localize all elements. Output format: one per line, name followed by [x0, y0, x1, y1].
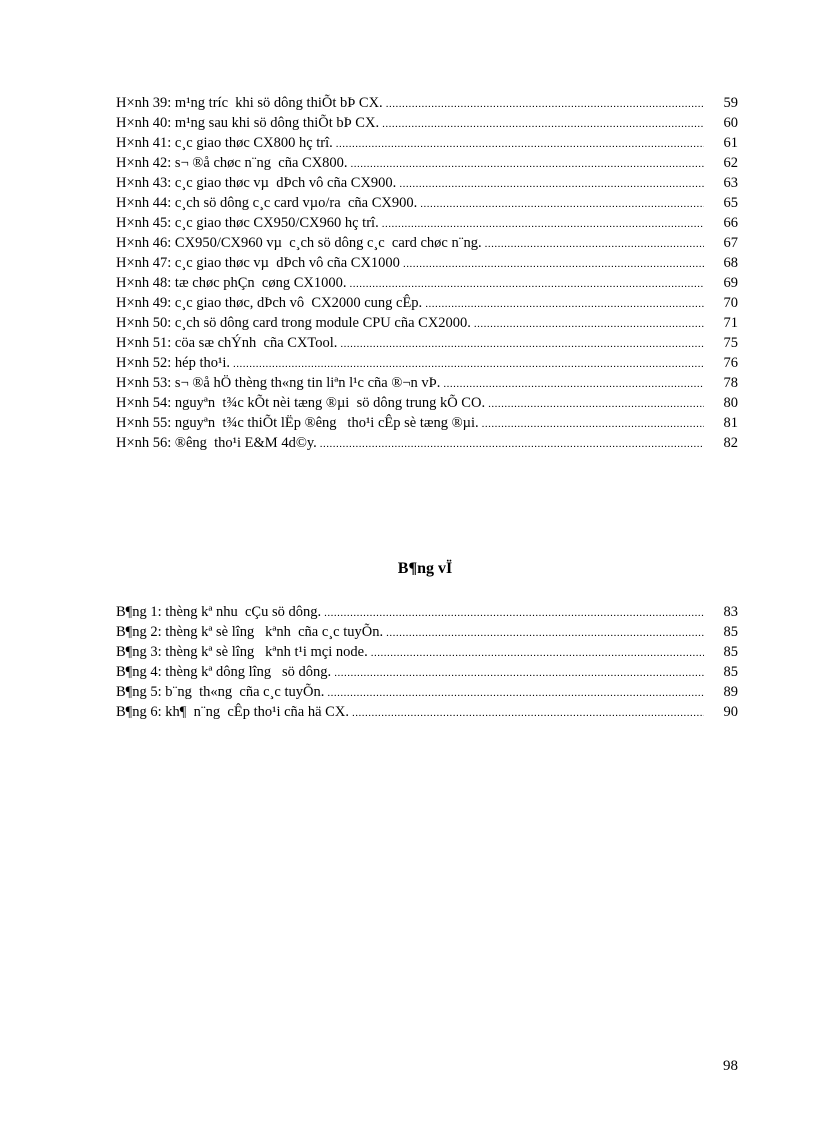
- entry-page: 65: [723, 195, 738, 211]
- entry-label: H×nh 48: tæ chøc phÇn cøng CX1000.: [116, 275, 347, 291]
- dot-leader: [351, 154, 704, 174]
- figure-entry: [116, 413, 738, 433]
- entry-label: H×nh 50: c¸ch sö dông card trong module CPU cña CX2000.: [116, 315, 471, 331]
- entry-page: 66: [723, 215, 738, 231]
- tables-heading: B¶ng vÏ: [397, 560, 453, 577]
- entry-label: H×nh 54: nguyªn t¾c kÕt nèi tæng ®µi sö dông trung kÕ CO.: [116, 395, 486, 411]
- figure-entry: [116, 333, 738, 353]
- entry-page: 76: [723, 355, 738, 371]
- table-entry: [116, 622, 738, 642]
- dot-leader: [233, 354, 704, 374]
- dot-leader: [334, 663, 704, 683]
- entry-label: H×nh 40: m¹ng sau khi sö dông thiÕt bÞ CX.: [116, 115, 380, 131]
- dot-leader: [320, 434, 704, 454]
- dot-leader: [474, 314, 704, 334]
- entry-label: H×nh 42: s¬ ®å chøc n¨ng cña CX800.: [116, 155, 348, 171]
- entry-label: H×nh 56: ®êng tho¹i E&M 4d©y.: [116, 435, 317, 451]
- entry-page: 80: [723, 395, 738, 411]
- figure-entry: [116, 313, 738, 333]
- entry-page: 85: [723, 624, 738, 640]
- dot-leader: [371, 643, 704, 663]
- entry-page: 61: [723, 135, 738, 151]
- dot-leader: [350, 274, 705, 294]
- dot-leader: [336, 134, 704, 154]
- dot-leader: [386, 623, 704, 643]
- entry-label: H×nh 51: cöa sæ chÝnh cña CXTool.: [116, 335, 338, 351]
- dot-leader: [482, 414, 704, 434]
- figure-entry: [116, 373, 738, 393]
- entry-page: 69: [723, 275, 738, 291]
- figure-entry: [116, 113, 738, 133]
- entry-label: B¶ng 1: thèng kª nhu cÇu sö dông.: [116, 604, 322, 620]
- entry-page: 78: [723, 375, 738, 391]
- dot-leader: [488, 394, 704, 414]
- figure-entry: [116, 293, 738, 313]
- entry-label: H×nh 41: c¸c giao thøc CX800 hç trî.: [116, 135, 333, 151]
- figure-entry: [116, 353, 738, 373]
- figure-entry: [116, 133, 738, 153]
- entry-label: B¶ng 2: thèng kª sè lîng kªnh cña c¸c tuyÕn.: [116, 624, 384, 640]
- entry-label: H×nh 55: nguyªn t¾c thiÕt lËp ®êng tho¹i cÊp sè tæng ®µi.: [116, 415, 479, 431]
- dot-leader: [386, 94, 704, 114]
- entry-label: H×nh 45: c¸c giao thøc CX950/CX960 hç trî.: [116, 215, 379, 231]
- dot-leader: [443, 374, 704, 394]
- dot-leader: [403, 254, 704, 274]
- table-entry: [116, 682, 738, 702]
- entry-page: 59: [723, 95, 738, 111]
- entry-label: H×nh 44: c¸ch sö dông c¸c card vµo/ra cña CX900.: [116, 195, 418, 211]
- figure-list: [116, 93, 738, 453]
- entry-page: 75: [723, 335, 738, 351]
- dot-leader: [485, 234, 704, 254]
- figure-entry: [116, 233, 738, 253]
- entry-label: H×nh 47: c¸c giao thøc vµ dÞch vô cña CX1000: [116, 255, 400, 271]
- page-number: 98: [723, 1058, 738, 1074]
- entry-page: 70: [723, 295, 738, 311]
- entry-page: 89: [723, 684, 738, 700]
- dot-leader: [399, 174, 704, 194]
- figure-entry: [116, 153, 738, 173]
- entry-label: H×nh 53: s¬ ®å hÖ thèng th«ng tin liªn l¹c cña ®¬n vÞ.: [116, 375, 441, 391]
- figure-entry: [116, 213, 738, 233]
- dot-leader: [352, 703, 704, 723]
- entry-page: 62: [723, 155, 738, 171]
- entry-page: 71: [723, 315, 738, 331]
- entry-page: 83: [723, 604, 738, 620]
- entry-label: H×nh 52: hép tho¹i.: [116, 355, 231, 371]
- entry-page: 81: [723, 415, 738, 431]
- dot-leader: [327, 683, 704, 703]
- dot-leader: [382, 214, 704, 234]
- entry-label: B¶ng 3: thèng kª sè lîng kªnh t¹i mçi node.: [116, 644, 368, 660]
- entry-label: H×nh 43: c¸c giao thøc vµ dÞch vô cña CX900.: [116, 175, 397, 191]
- figure-entry: [116, 93, 738, 113]
- figure-entry: [116, 273, 738, 293]
- entry-page: 60: [723, 115, 738, 131]
- entry-page: 85: [723, 664, 738, 680]
- table-entry: [116, 642, 738, 662]
- entry-label: H×nh 46: CX950/CX960 vµ c¸ch sö dông c¸c card chøc n¨ng.: [116, 235, 482, 251]
- dot-leader: [382, 114, 704, 134]
- entry-label: H×nh 49: c¸c giao thøc, dÞch vô CX2000 cung cÊp.: [116, 295, 423, 311]
- table-entry: [116, 702, 738, 722]
- entry-label: B¶ng 5: b¨ng th«ng cña c¸c tuyÕn.: [116, 684, 325, 700]
- entry-label: B¶ng 6: kh¶ n¨ng cÊp tho¹i cña hä CX.: [116, 704, 349, 720]
- table-list: [116, 602, 738, 722]
- dot-leader: [420, 194, 704, 214]
- entry-page: 85: [723, 644, 738, 660]
- entry-page: 90: [723, 704, 738, 720]
- entry-label: B¶ng 4: thèng kª dông lîng sö dông.: [116, 664, 332, 680]
- entry-page: 82: [723, 435, 738, 451]
- table-entry: [116, 662, 738, 682]
- dot-leader: [340, 334, 704, 354]
- entry-label: H×nh 39: m¹ng tríc khi sö dông thiÕt bÞ CX.: [116, 95, 383, 111]
- entry-page: 68: [723, 255, 738, 271]
- figure-entry: [116, 193, 738, 213]
- figure-entry: [116, 253, 738, 273]
- figure-entry: [116, 433, 738, 453]
- dot-leader: [425, 294, 704, 314]
- figure-entry: [116, 173, 738, 193]
- table-entry: [116, 602, 738, 622]
- entry-page: 63: [723, 175, 738, 191]
- dot-leader: [324, 603, 704, 623]
- entry-page: 67: [723, 235, 738, 251]
- figure-entry: [116, 393, 738, 413]
